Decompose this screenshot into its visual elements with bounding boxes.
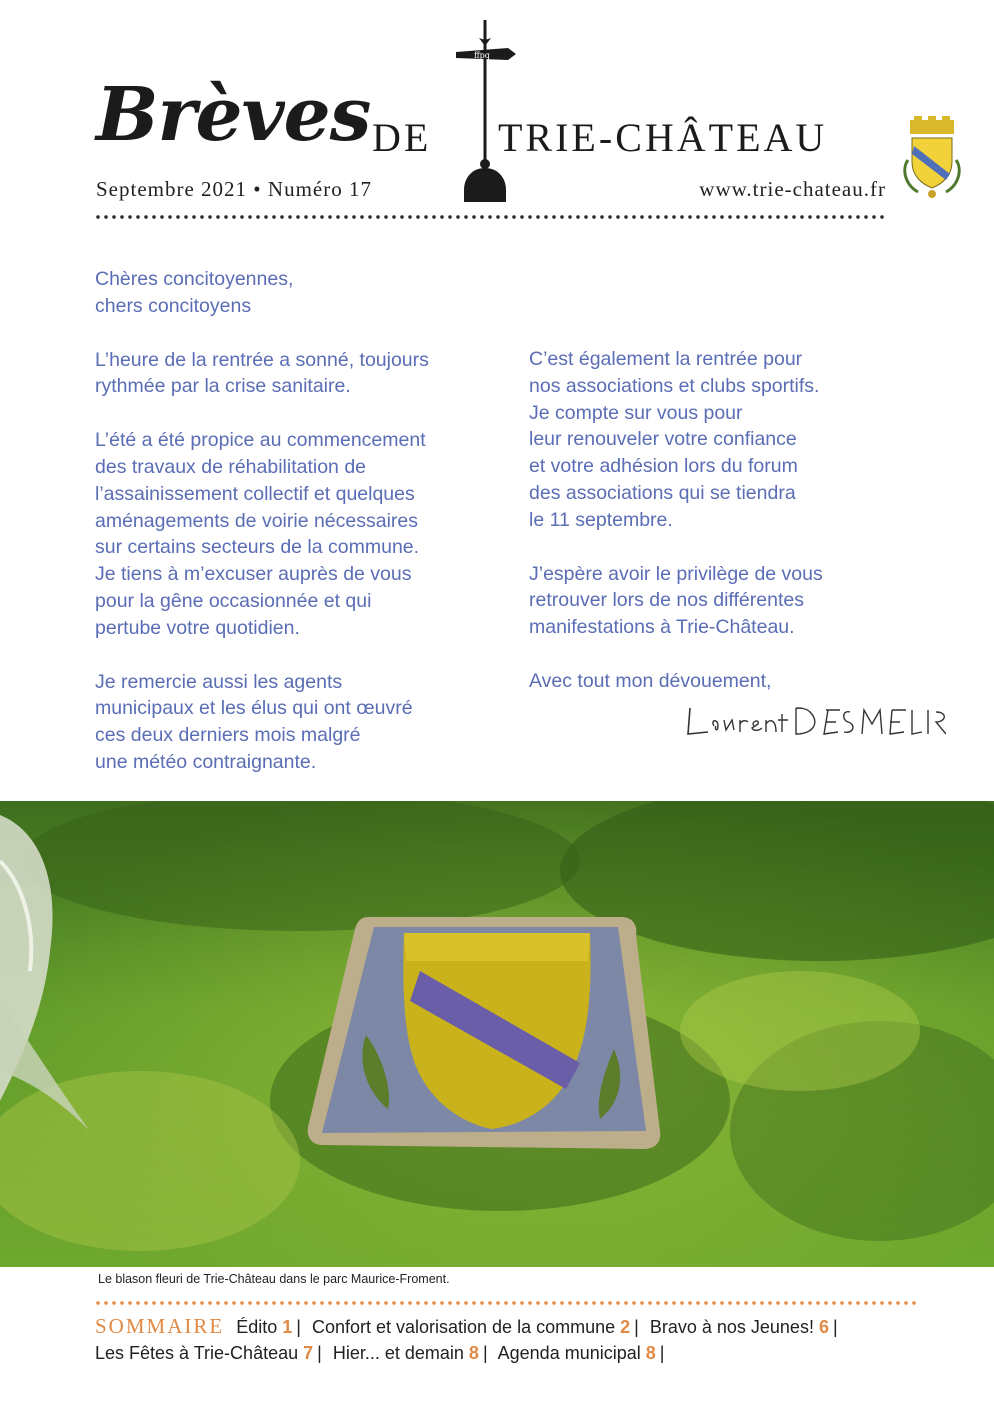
table-of-contents: SOMMAIRE Édito 1 | Confort et valorisation de la commune 2 | Bravo à nos Jeunes! 6 | Les Fêtes à Trie-Château 7 | Hier... et demain 8 | Agenda municipal 8 | <box>95 1314 838 1363</box>
toc-label: Agenda municipal <box>497 1343 641 1363</box>
editorial-line: des travaux de réhabilitation de <box>95 455 367 478</box>
editorial-line: leur renouveler votre confiance <box>529 428 797 451</box>
editorial-line: pour la gêne occasionnée et qui <box>95 589 372 612</box>
toc-item-hier[interactable] <box>333 1343 479 1363</box>
toc-item-confort[interactable] <box>312 1317 630 1337</box>
salutation-line-1: Chères concitoyennes, <box>95 268 294 290</box>
dotted-divider-bottom <box>94 1300 918 1306</box>
editorial-line: L’été a été propice au commencement <box>95 429 426 452</box>
flower-coat-of-arms-photo <box>0 801 994 1267</box>
toc-page: 2 <box>620 1317 631 1337</box>
weathervane-icon <box>452 18 518 208</box>
editorial-line: Je tiens à m’excuser auprès de vous <box>95 563 412 586</box>
editorial-line: ces deux derniers mois malgré <box>95 724 361 747</box>
issue-line: Septembre 2021 • Numéro 17 <box>96 177 372 201</box>
signature <box>684 700 946 746</box>
editorial-line: retrouver lors de nos différentes <box>529 589 804 612</box>
website-link[interactable]: www.trie-chateau.fr <box>699 177 886 201</box>
editorial-line: une météo contraignante. <box>95 750 317 773</box>
editorial-line: C’est également la rentrée pour <box>529 348 803 370</box>
editorial-line: Je compte sur vous pour <box>529 401 743 424</box>
toc-page: 8 <box>468 1343 479 1363</box>
photo-caption: Le blason fleuri de Trie-Château dans le parc Maurice-Froment. <box>98 1272 450 1286</box>
editorial-line: sur certains secteurs de la commune. <box>95 536 420 559</box>
toc-item-jeunes[interactable] <box>650 1317 829 1337</box>
editorial-line: nos associations et clubs sportifs. <box>529 374 820 397</box>
editorial-line: pertube votre quotidien. <box>95 616 300 639</box>
masthead-title-de: DE <box>372 115 432 160</box>
toc-label: Confort et valorisation de la commune <box>311 1317 616 1337</box>
editorial-line: manifestations à Trie-Château. <box>529 616 795 639</box>
editorial-line: rythmée par la crise sanitaire. <box>95 375 351 398</box>
toc-item-edito[interactable] <box>236 1317 292 1337</box>
toc-item-fetes[interactable] <box>95 1343 313 1363</box>
editorial-left-column <box>95 266 505 776</box>
editorial-line: aménagements de voirie nécessaires <box>95 509 419 532</box>
editorial-right-column <box>529 346 929 695</box>
toc-label: Les Fêtes à Trie-Château <box>95 1343 299 1363</box>
toc-label: Bravo à nos Jeunes! <box>649 1317 814 1337</box>
toc-page: 7 <box>303 1343 314 1363</box>
editorial-line: le 11 septembre. <box>529 508 673 531</box>
toc-item-agenda[interactable] <box>498 1343 656 1363</box>
editorial-line: et votre adhésion lors du forum <box>529 455 798 478</box>
salutation-line-2: chers concitoyens <box>95 294 252 317</box>
coat-of-arms-icon <box>900 116 964 200</box>
editorial-line: Je remercie aussi les agents <box>95 670 343 693</box>
editorial-line: L’heure de la rentrée a sonné, toujours <box>95 348 429 371</box>
dotted-divider-top <box>94 214 886 220</box>
toc-page: 6 <box>818 1317 829 1337</box>
editorial-line: municipaux et les élus qui ont œuvré <box>95 697 413 720</box>
editorial-line: J’espère avoir le privilège de vous <box>529 562 823 585</box>
toc-label: Édito <box>236 1317 278 1337</box>
toc-page: 1 <box>282 1317 293 1337</box>
weathervane-banner-text: ffpq <box>474 51 490 60</box>
masthead-title-town: TRIE-CHÂTEAU <box>498 115 828 160</box>
toc-page: 8 <box>645 1343 656 1363</box>
editorial-line: l’assainissement collectif et quelques <box>95 482 415 505</box>
toc-label: Hier... et demain <box>332 1343 464 1363</box>
toc-title: SOMMAIRE <box>95 1314 225 1338</box>
closing-line: Avec tout mon dévouement, <box>529 669 772 692</box>
masthead-title-script: Brèves <box>96 72 371 158</box>
editorial-line: des associations qui se tiendra <box>529 481 796 504</box>
